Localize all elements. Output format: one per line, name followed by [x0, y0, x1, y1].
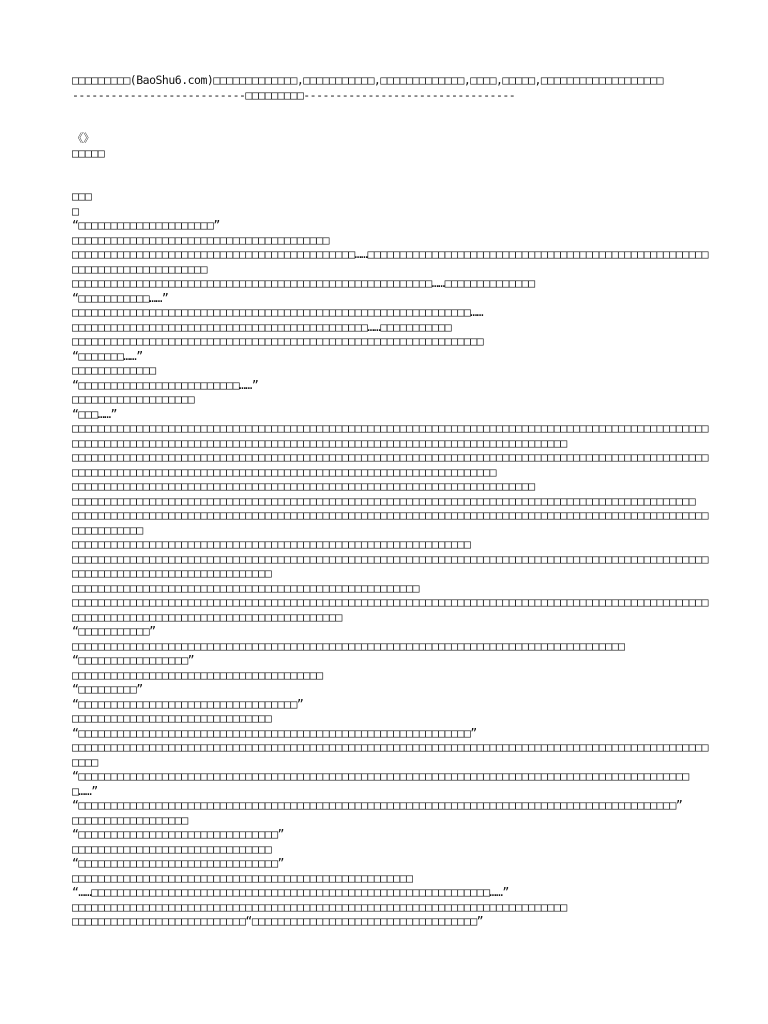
body-line: “□□□……” — [72, 406, 117, 421]
body-line: □□□□□□□□□□□□□□□□□□□□□□□□□□□□□□□□□□□□□□□□□□□□□□□□□□□□□ — [72, 870, 413, 885]
spacer — [72, 175, 712, 190]
body-line: □□□□□□□□□□□□□□□□□□□□□□□□□□□□□□□□□□□□□□□□□□□□□□□□□□□□□□□□□□□□□□□□□□□□□□□□□□□□□ — [72, 899, 567, 914]
body-line: “□□□□□□□□□” — [72, 682, 143, 696]
body-line: “□□□□□□□□□□□□□□□□□” — [72, 653, 195, 667]
body-line: “□□□□□□□□□□□……” — [72, 290, 169, 305]
body-line: “□□□□□□□□□□□□□□□□□□□□□□□□□□□□□□□□□□” — [72, 696, 304, 711]
chapter-title: □□□□□ — [72, 145, 105, 160]
body-line: □□□□□□□□□□□□□□□□□□□□□□□□□□□□□□□□□□□□□□□□□□□□□□□□□□□□□□□□□□□□□□□□□□□□□□□□□□□□□□□□□□□□□□ — [72, 638, 625, 653]
body-line: □□□□□□□□□□□□□□□□□□□□□□□□□□□□□□□□□□□□□□□□□□□□□□□□□□□□□□□□□□□□□□□□□□□□□□□□□□□□□□□□□□□□□□□□□□□□□□□□□□□□□□□□□□□□□□ — [72, 508, 708, 537]
spacer — [72, 117, 712, 132]
body-line: “□□□□□□□□□□□□□□□□□□□□□□□□□……” — [72, 377, 259, 392]
body-line: “□□□□□□□□□□□” — [72, 624, 156, 638]
body-line: □□□□□□□□□□□□□□□□□□□□□□□□□□□□□□□□□□□□□□□□□□□□□□□□□□□□□□□□□□□□□□□□□□□□□□□□ — [72, 479, 535, 493]
spacer — [72, 160, 712, 175]
body-line: “□□□□□□□□□□□□□□□□□□□□□□□□□□□□□□□□□□□□□□□□□□□□□□□□□□□□□□□□□□□□□□□□□□□□□□□□□□□□□□□□□□□□□□□□□□□□□” — [72, 798, 683, 812]
header-divider: ---------------------------□□□□□□□□□--------------------------------- — [72, 87, 516, 102]
body-line: “□□□□□□□□□□□□□□□□□□□□□□□□□□□□□□□□□□□□□□□□□□□□□□□□□□□□□□□□□□□□□□□□□□□□□□□□□□□□□□□□□□□□□□□□□□□□□□□□……” — [72, 769, 689, 798]
body-line: □□□□□□□□□□□□□□□□□□ — [72, 812, 188, 827]
body-line: □□□□□□□□□□□□□□□□□□□□□□□□□□□□□□□□□□□□□□□□□□□□□□□□□□□□□□□□……□□□□□□□□□□□□□□ — [72, 276, 535, 290]
body-line: □□□□□□□□□□□□□□□□□□□□□□□□□□□□□□□□□□□□□□□□ — [72, 232, 329, 247]
body-line: “□□□□□□□□□□□□□□□□□□□□□” — [72, 218, 220, 232]
body-text — [72, 189, 712, 929]
body-line: “……□□□□□□□□□□□□□□□□□□□□□□□□□□□□□□□□□□□□□□□□□□□□□□□□□□□□□□□□□□□□□□……” — [72, 885, 509, 899]
body-line: □□□□□□□□□□□□□□□□□□□□□□□□□□□□□□□□□□□□□□□□□□□□□□□□□□□□□□□□□□□□□□ — [72, 537, 471, 551]
spacer — [72, 102, 712, 117]
body-line: □□□□□□□□□□□□□□□□□□□□□□□□□□□□□□□□□□□□□□□□□□□□□□□□□□□□□□□□□□□□□□…… — [72, 305, 484, 319]
document-body — [72, 73, 712, 929]
body-line: “□□□□□□□□□□□□□□□□□□□□□□□□□□□□□□□” — [72, 856, 284, 870]
body-line: □□□□□□□□□□□□□□□□□□□□□□□□□□□□□□□□□□□□□□□□□□□□□□□□□□□□□□ — [72, 580, 419, 595]
body-line: □□□□□□□□□□□□□□□□□□□□□□□□□□□□□□□□□□□□□□□□□□□□□□□□□□□□□□□□□□□□□□□□□□□□□□□□□□□□□□□□□□□□□□□□□□□□□□□□□□□□□□□ — [72, 740, 708, 769]
body-line: □□□□□□□□□□□□□□□□□□□□□□□□□□□□□□□ — [72, 841, 272, 856]
body-line: □□□□□□□□□□□□□□□□□□□□□□□□□□□□□□□□□□□□□□□□□□□□……□□□□□□□□□□□□□□□□□□□□□□□□□□□□□□□□□□□□□□□□□□□□□□□□□□□□□□□□□□□□□□□□□□□□□□□□□□ — [72, 247, 708, 276]
body-line: □□□□□□□□□□□□□□□□□□□□□□□□□□□□□□□□□□□□□□□□□□□□□□□□□□□□□□□□□□□□□□□□□□□□□□□□□□□□□□□□□□□□□□□□□□□□□□□□□□□□□□□□□□□□□□□□□□□□□□□□□□□□□□□□□□□□□□□□□□□□□ — [72, 595, 708, 624]
source-notice: □□□□□□□□□(BaoShu6.com)□□□□□□□□□□□□□,□□□□□□□□□□□,□□□□□□□□□□□□□,□□□□,□□□□□,□□□□□□□□□□□□□□□□□□□ — [72, 73, 663, 87]
body-line: □ — [72, 203, 79, 218]
body-line: □□□□□□□□□□□□□□□□□□□□□□□□□□□□□□□ — [72, 711, 272, 725]
body-line: □□□ — [72, 189, 92, 203]
body-line: □□□□□□□□□□□□□□□□□□□□□□□□□□□□□□□□□□□□□□□□□□□□□□□□□□□□□□□□□□□□□□□□□□□□□□□□□□□□□□□□□□□□□□□□□□□□□□□□□□□□□□□□□□□□□□□□□□□□□□□□□□□□□□□□□□□□□□□□□□□□□□□□□□□□□□□□□□□□□□□□□□□□□ — [72, 450, 708, 479]
body-line: □□□□□□□□□□□□□□□□□□□ — [72, 392, 195, 406]
chapter-brackets: 《》 — [72, 131, 94, 145]
body-line: □□□□□□□□□□□□□□□□□□□□□□□□□□□□□□□□□□□□□□□□□□□□□□□□□□□□□□□□□□□□□□□□□□□□□□□□□□□□□□□□□□□□□□□□□□□□□□□□□□□□□□□□□□□□□□□□□□□□□□□□□□□□□□□□□□ — [72, 551, 708, 580]
body-line: “□□□□□□□……” — [72, 348, 143, 363]
body-line: “□□□□□□□□□□□□□□□□□□□□□□□□□□□□□□□□□□□□□□□□□□□□□□□□□□□□□□□□□□□□□” — [72, 725, 477, 740]
body-line: □□□□□□□□□□□□□□□□□□□□□□□□□□□□□□□□□□□□□□□ — [72, 667, 323, 682]
body-line: □□□□□□□□□□□□□□□□□□□□□□□□□□□□□□□□□□□□□□□□□□□□□□□□□□□□□□□□□□□□□□□□□□□□□□□□□□□□□□□□□□□□□□□□□□□□□□□□□□□□□□□□□□□□□□□□□□□□□□□□□□□□□□□□□□□□□□□□□□□□□□□□□□□□□□□□□□□□□□□□□□□□□□□□□□□□□□□□ — [72, 421, 708, 450]
body-line: □□□□□□□□□□□□□□□□□□□□□□□□□□□□□□□□□□□□□□□□□□□□□□□□□□□□□□□□□□□□□□□□ — [72, 334, 484, 348]
body-line: □□□□□□□□□□□□□□□□□□□□□□□□□□□□□□□□□□□□□□□□□□□□□□□□□□□□□□□□□□□□□□□□□□□□□□□□□□□□□□□□□□□□□□□□□□□□□□□□□ — [72, 493, 696, 508]
body-line: “□□□□□□□□□□□□□□□□□□□□□□□□□□□□□□□” — [72, 827, 284, 841]
body-line: □□□□□□□□□□□□□□□□□□□□□□□□□□□“□□□□□□□□□□□□□□□□□□□□□□□□□□□□□□□□□□□” — [72, 914, 484, 928]
body-line: □□□□□□□□□□□□□□□□□□□□□□□□□□□□□□□□□□□□□□□□□□□□□□……□□□□□□□□□□□ — [72, 319, 451, 334]
body-line: □□□□□□□□□□□□□ — [72, 363, 156, 377]
